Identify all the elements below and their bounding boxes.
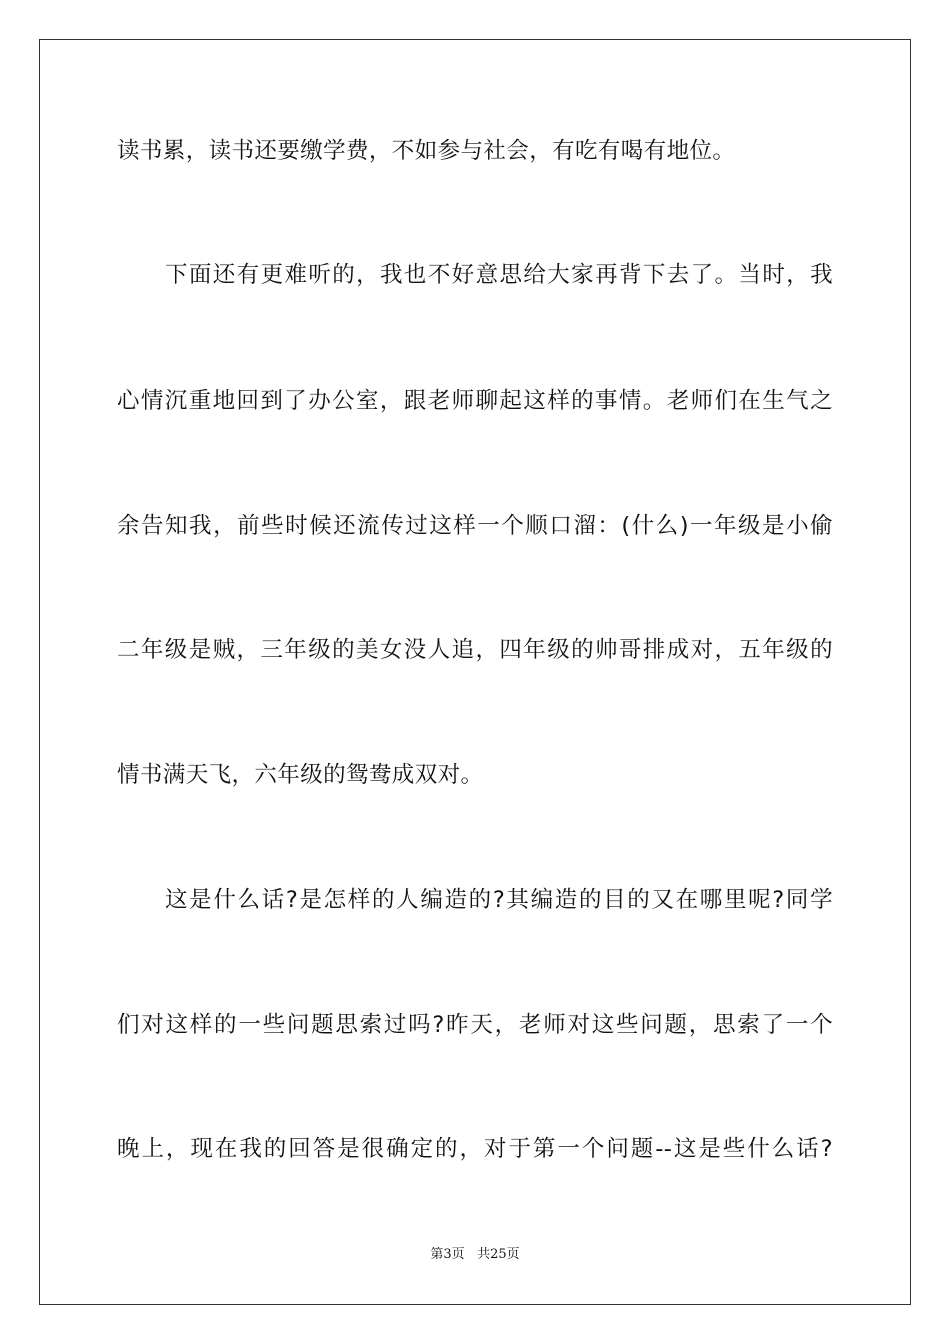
- body-line-2: 下面还有更难听的，我也不好意思给大家再背下去了。当时，我: [165, 262, 833, 288]
- page-border: [39, 39, 911, 1305]
- body-line-8: 们对这样的一些问题思索过吗?昨天，老师对这些问题，思索了一个: [117, 1012, 833, 1038]
- body-line-6: 情书满天飞，六年级的鸳鸯成双对。: [117, 762, 484, 788]
- body-line-4: 余告知我，前些时候还流传过这样一个顺口溜：(什么)一年级是小偷: [117, 513, 833, 539]
- body-line-3: 心情沉重地回到了办公室，跟老师聊起这样的事情。老师们在生气之: [117, 388, 833, 414]
- page-total: 共25页: [477, 1247, 520, 1262]
- body-line-1: 读书累，读书还要缴学费，不如参与社会，有吃有喝有地位。: [117, 138, 736, 164]
- page-number: 第3页: [430, 1247, 465, 1262]
- body-line-9: 晚上，现在我的回答是很确定的，对于第一个问题--这是些什么话?: [117, 1136, 833, 1162]
- body-line-5: 二年级是贼，三年级的美女没人追，四年级的帅哥排成对，五年级的: [117, 637, 833, 663]
- body-line-7: 这是什么话?是怎样的人编造的?其编造的目的又在哪里呢?同学: [165, 887, 833, 913]
- page-footer: [0, 1246, 950, 1264]
